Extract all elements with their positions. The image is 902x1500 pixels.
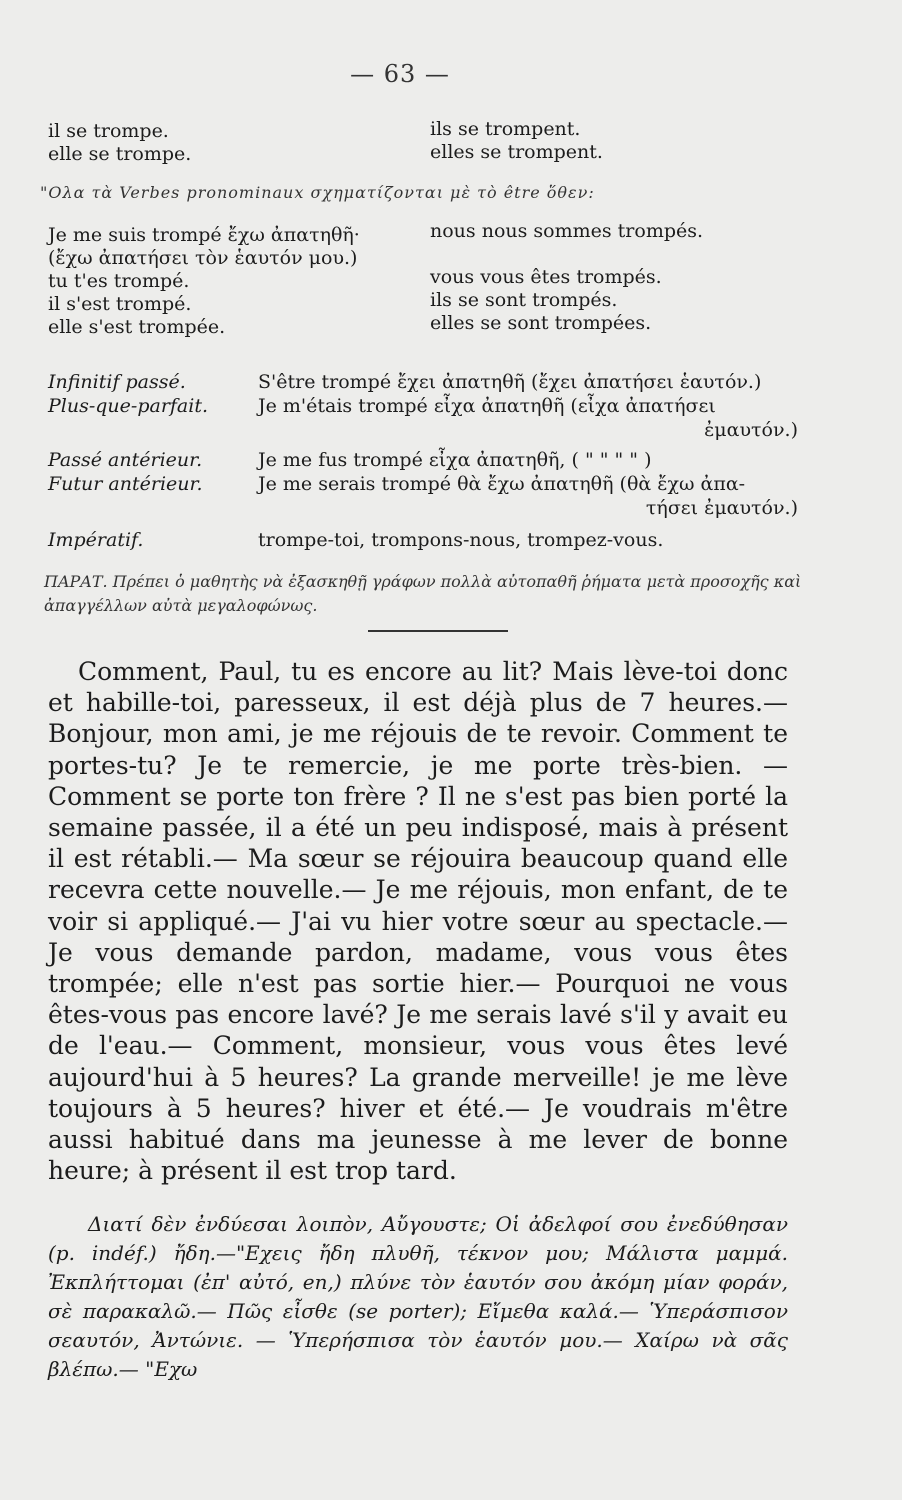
conjugation-line: nous nous sommes trompés.	[430, 220, 704, 242]
conjugation-line: vous vous êtes trompés.	[430, 266, 662, 288]
conjugation-line: (ἔχω ἀπατήσει τὸν ἑαυτόν μου.)	[48, 247, 358, 269]
conjugation-line: elle se trompe.	[48, 143, 192, 165]
tense-form	[258, 472, 808, 520]
conjugation-line: il se trompe.	[48, 120, 169, 142]
remark-note: ΠΑΡΑΤ. Πρέπει ὁ μαθητὴς νὰ ἐξασκηθῇ γράφων πολλὰ αὐτοπαθῆ ῥήματα μετὰ προσοχῆς καὶ ἀπαγγέλλων αὐτὰ μεγαλοφώνως.	[44, 572, 802, 615]
tense-row	[48, 528, 808, 552]
tense-form-continuation: τήσει ἐμαυτόν.)	[645, 497, 798, 519]
tense-row	[48, 370, 808, 394]
tense-row	[48, 448, 808, 472]
conjugation-line: ils se sont trompés.	[430, 289, 618, 311]
tense-row	[48, 394, 808, 442]
french-exercise	[48, 656, 788, 1186]
tense-name: Infinitif passé.	[48, 371, 186, 393]
conjugation-1-left	[48, 120, 191, 166]
conjugation-line: elles se sont trompées.	[430, 312, 652, 334]
tense-form-text: Je me serais trompé θὰ ἔχω ἀπατηθῆ (θὰ ἔχω ἀπα-	[258, 473, 746, 495]
tense-row	[48, 472, 808, 520]
tense-name: Futur antérieur.	[48, 473, 203, 495]
page-number: — 63 —	[350, 60, 450, 88]
tense-name: Impératif.	[48, 529, 144, 551]
conjugation-line: il s'est trompé.	[48, 293, 192, 315]
exercise-paragraph: Διατί δὲν ἐνδύεσαι λοιπὸν, Αὔγουστε; Οἱ ἀδελφοί σου ἐνεδύθησαν (p. indéf.) ἤδη.—"Εχεις ἤδη πλυθῆ, τέκνον μου; Μάλιστα μαμμά. Ἐκπλήττομαι (ἐπ' αὐτό, en,) πλύνε τὸν ἑαυτόν σου ἀκόμη μίαν φοράν, σὲ παρακαλῶ.— Πῶς εἶσθε (se porter); Εἴμεθα καλά.— Ὑπεράσπισον σεαυτόν, Ἀντώνιε. — Ὑπερήσπισα τὸν ἑαυτόν μου.— Χαίρω νὰ σᾶς βλέπω.— "Εχω	[48, 1212, 788, 1381]
tense-form	[258, 394, 808, 442]
greek-exercise	[48, 1210, 788, 1384]
conjugation-line: Je me suis trompé ἔχω ἀπατηθῆ·	[48, 224, 360, 246]
tense-form-continuation: ἐμαυτόν.)	[704, 419, 798, 441]
tense-name: Plus-que-parfait.	[48, 395, 209, 417]
conjugation-line: ils se trompent.	[430, 118, 581, 140]
conjugation-2-right	[430, 220, 703, 335]
exercise-paragraph: Comment, Paul, tu es encore au lit? Mais lève-toi donc et habille-toi, paresseux, il est déjà plus de 7 heures.— Bonjour, mon ami, je me réjouis de te revoir. Comment te portes-tu? Je te remercie, je me porte très-bien. — Comment se porte ton frère ? Il ne s'est pas bien porté la semaine passée, il a été un peu indisposé, mais à présent il est rétabli.— Ma sœur se réjouira beaucoup quand elle recevra cette nouvelle.— Je me réjouis, mon enfant, de te voir si appliqué.— J'ai vu hier votre sœur au spectacle.— Je vous demande pardon, madame, vous vous êtes trompée; elle n'est pas sortie hier.— Pourquoi ne vous êtes-vous pas encore lavé? Je me serais lavé s'il y avait eu de l'eau.— Comment, monsieur, vous vous êtes levé aujourd'hui à 5 heures? La grande merveille! je me lève toujours à 5 heures? hiver et été.— Je voudrais m'être aussi habitué dans ma jeunesse à me lever de bonne heure; à présent il est trop tard.	[48, 657, 788, 1186]
rule-text: "Ολα τὰ Verbes pronominaux σχηματίζονται μὲ τὸ être ὅθεν:	[40, 183, 595, 202]
tense-name: Passé antérieur.	[48, 449, 203, 471]
section-divider	[368, 630, 508, 632]
conjugation-line: elle s'est trompée.	[48, 316, 226, 338]
tense-form: trompe-toi, trompons-nous, trompez-vous.	[258, 529, 664, 551]
tense-table	[48, 370, 808, 552]
conjugation-2-left	[48, 224, 360, 339]
conjugation-line: tu t'es trompé.	[48, 270, 190, 292]
conjugation-1-right	[430, 118, 603, 164]
tense-form-text: Je m'étais trompé εἶχα ἀπατηθῆ (εἶχα ἀπατήσει	[258, 395, 716, 417]
tense-form: Je me fus trompé εἶχα ἀπατηθῆ, ( " " " " )	[258, 449, 652, 471]
conjugation-line: elles se trompent.	[430, 141, 603, 163]
conjugation-line	[430, 243, 703, 266]
tense-form: S'être trompé ἔχει ἀπατηθῆ (ἔχει ἀπατήσει ἑαυτόν.)	[258, 371, 762, 393]
